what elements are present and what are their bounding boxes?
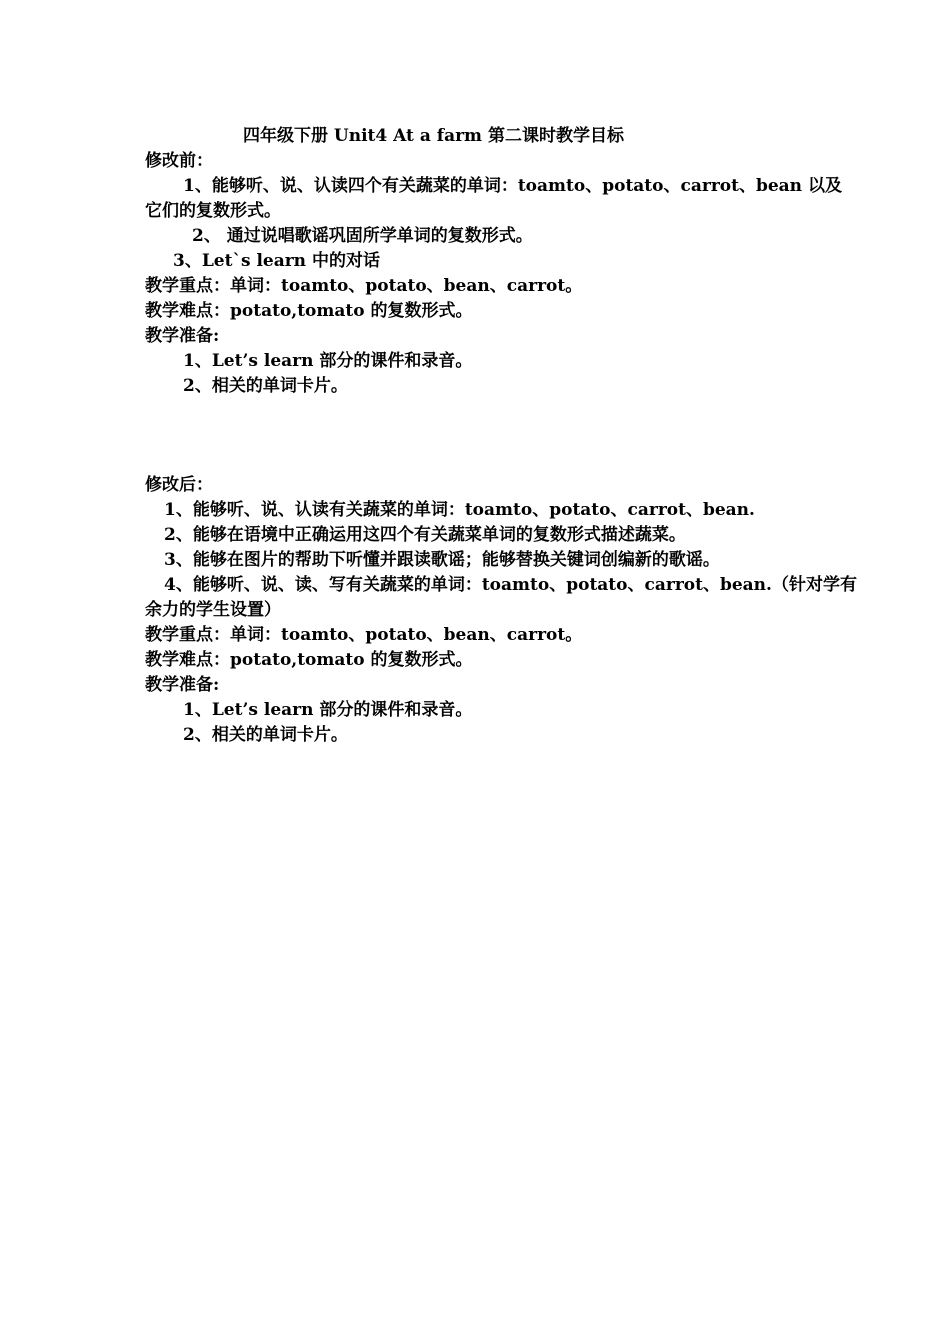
before-heading: 修改前： — [145, 151, 213, 171]
after-objective-4-continued: 余力的学生设置） — [145, 600, 281, 620]
before-preparation-2: 2、相关的单词卡片。 — [183, 376, 348, 396]
after-difficult-points: 教学难点：potato,tomato 的复数形式。 — [145, 650, 473, 670]
before-difficult-points: 教学难点：potato,tomato 的复数形式。 — [145, 301, 473, 321]
before-objective-2: 2、 通过说唱歌谣巩固所学单词的复数形式。 — [192, 226, 533, 246]
before-preparation-1: 1、Let’s learn 部分的课件和录音。 — [183, 351, 473, 371]
before-objective-1: 1、能够听、说、认读四个有关蔬菜的单词：toamto、potato、carrot、bean 以及 — [183, 176, 842, 196]
before-key-points: 教学重点：单词：toamto、potato、bean、carrot。 — [145, 276, 583, 296]
after-objective-3: 3、能够在图片的帮助下听懂并跟读歌谣；能够替换关键词创编新的歌谣。 — [164, 550, 720, 570]
after-preparation-2: 2、相关的单词卡片。 — [183, 725, 348, 745]
after-objective-4: 4、能够听、说、读、写有关蔬菜的单词：toamto、potato、carrot、bean.（针对学有 — [164, 575, 857, 595]
document-title: 四年级下册 Unit4 At a farm 第二课时教学目标 — [243, 126, 624, 146]
after-objective-1: 1、能够听、说、认读有关蔬菜的单词：toamto、potato、carrot、bean. — [164, 500, 755, 520]
after-objective-2: 2、能够在语境中正确运用这四个有关蔬菜单词的复数形式描述蔬菜。 — [164, 525, 686, 545]
before-preparation-heading: 教学准备: — [145, 326, 220, 346]
after-heading: 修改后： — [145, 475, 213, 495]
before-objective-1-continued: 它们的复数形式。 — [145, 201, 281, 221]
after-preparation-1: 1、Let’s learn 部分的课件和录音。 — [183, 700, 473, 720]
before-objective-3: 3、Let`s learn 中的对话 — [173, 251, 380, 271]
after-preparation-heading: 教学准备: — [145, 675, 220, 695]
after-key-points: 教学重点：单词：toamto、potato、bean、carrot。 — [145, 625, 583, 645]
